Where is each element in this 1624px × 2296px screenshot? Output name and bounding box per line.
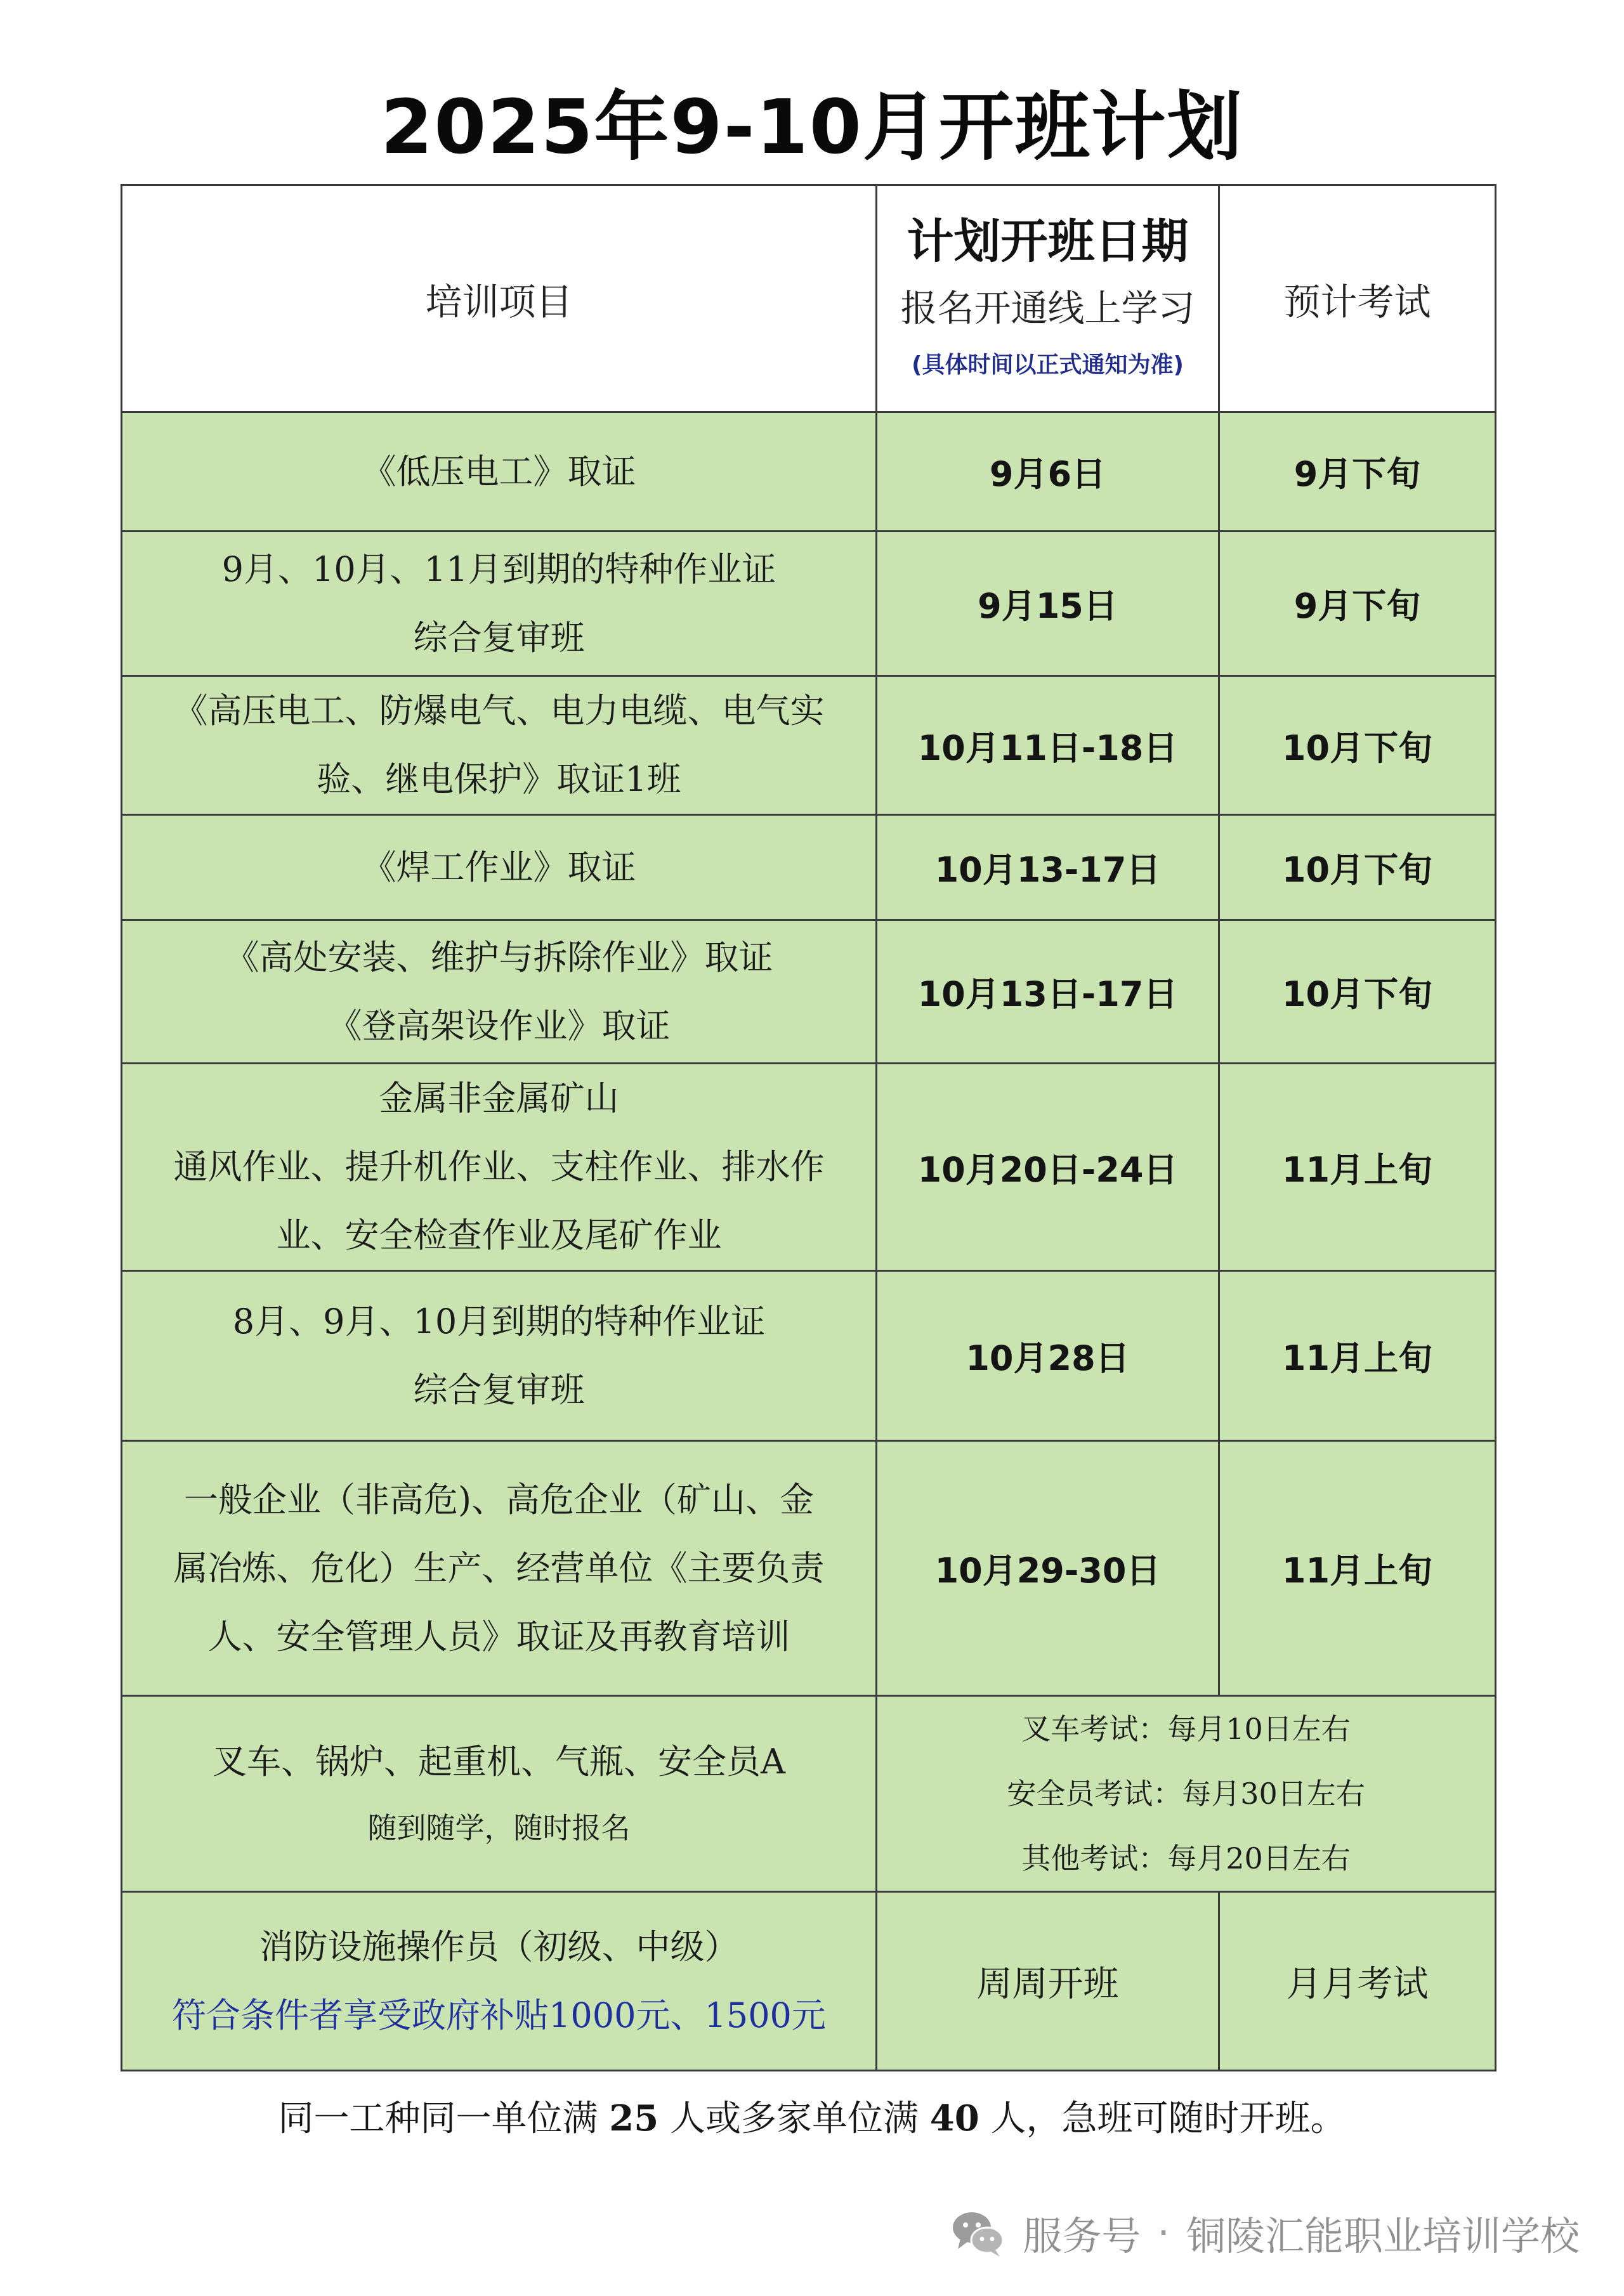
row-item-line: 综合复审班 [413, 617, 585, 658]
header-plan-sub: 报名开通线上学习 [900, 286, 1195, 330]
row-date: 9月15日 [877, 532, 1219, 676]
row-date: 10月13日-17日 [877, 920, 1219, 1064]
brand-name: 铜陵汇能职业培训学校 [1186, 2212, 1580, 2259]
row-date: 10月29-30日 [877, 1441, 1219, 1696]
row-exam: 11月上旬 [1219, 1271, 1496, 1441]
fire-item-line: 消防设施操作员（初级、中级） [259, 1926, 739, 1967]
row-item-line: 业、安全检查作业及尾矿作业 [276, 1215, 722, 1255]
row-item-line: 9月、10月、11月到期的特种作业证 [221, 549, 776, 589]
row-date: 10月28日 [877, 1271, 1219, 1441]
row-item-line: 《低压电工》取证 [362, 451, 636, 492]
row-item [122, 1064, 877, 1271]
fire-date: 周周开班 [877, 1892, 1219, 2071]
row-item-line: 《高处安装、维护与拆除作业》取证 [225, 937, 773, 977]
footer-number: 40 [929, 2097, 979, 2139]
row-item-line: 综合复审班 [413, 1369, 585, 1410]
brand-separator: · [1157, 2209, 1170, 2256]
row-item-line: 8月、9月、10月到期的特种作业证 [232, 1301, 766, 1341]
table-row [122, 676, 1496, 815]
row-item-line: 《高压电工、防爆电气、电力电缆、电气实 [173, 691, 825, 731]
row-item [122, 920, 877, 1064]
row-exam: 11月上旬 [1219, 1064, 1496, 1271]
table-row [122, 815, 1496, 920]
row-date: 10月11日-18日 [877, 676, 1219, 815]
table-row [122, 1271, 1496, 1441]
walkin-exams [877, 1696, 1496, 1892]
row-date: 10月20日-24日 [877, 1064, 1219, 1271]
table-row [122, 1064, 1496, 1271]
header-exam-cell [1219, 185, 1496, 412]
row-exam: 9月下旬 [1219, 412, 1496, 532]
brand-watermark [949, 2204, 1580, 2261]
wechat-icon [949, 2207, 1006, 2258]
row-item-line: 《登高架设作业》取证 [327, 1005, 671, 1046]
row-item-line: 属冶炼、危化）生产、经营单位《主要负责 [173, 1548, 825, 1588]
fire-subsidy: 符合条件者享受政府补贴1000元、1500元 [172, 1995, 826, 2035]
header-exam: 预计考试 [1283, 280, 1431, 323]
header-item-cell [122, 185, 877, 412]
row-exam: 11月上旬 [1219, 1441, 1496, 1696]
fire-row [122, 1892, 1496, 2071]
row-item-line: 验、继电保护》取证1班 [317, 759, 681, 799]
walkin-item [122, 1696, 877, 1892]
table-row [122, 532, 1496, 676]
header-plan-note: (具体时间以正式通知为准) [912, 351, 1184, 378]
table-row [122, 1441, 1496, 1696]
fire-item [122, 1892, 877, 2071]
row-date: 10月13-17日 [877, 815, 1219, 920]
brand-prefix: 服务号 [1023, 2212, 1141, 2259]
page-title: 2025年9-10月开班计划 [381, 83, 1243, 171]
row-item [122, 412, 877, 532]
walkin-row [122, 1696, 1496, 1892]
header-plan-cell [877, 185, 1219, 412]
row-exam: 9月下旬 [1219, 532, 1496, 676]
row-date: 9月6日 [877, 412, 1219, 532]
footer-note [0, 2093, 1624, 2144]
header-item: 培训项目 [425, 280, 573, 323]
footer-number: 25 [609, 2097, 659, 2139]
row-item-line: 一般企业（非高危)、高危企业（矿山、金 [183, 1479, 815, 1520]
header-plan-title: 计划开班日期 [907, 214, 1189, 269]
fire-exam: 月月考试 [1219, 1892, 1496, 2071]
row-exam: 10月下旬 [1219, 815, 1496, 920]
row-item [122, 1441, 877, 1696]
footer-part: 同一工种同一单位满 [278, 2098, 610, 2139]
table-row [122, 920, 1496, 1064]
row-item-line: 《焊工作业》取证 [362, 847, 636, 887]
table-header-row [122, 185, 1496, 412]
table-row [122, 412, 1496, 532]
row-item-line: 人、安全管理人员》取证及再教育培训 [207, 1616, 790, 1657]
row-item [122, 676, 877, 815]
row-exam: 10月下旬 [1219, 920, 1496, 1064]
row-item [122, 1271, 877, 1441]
walkin-exam-line: 其他考试：每月20日左右 [1021, 1841, 1351, 1875]
row-item-line: 金属非金属矿山 [379, 1078, 619, 1118]
row-exam: 10月下旬 [1219, 676, 1496, 815]
row-item [122, 815, 877, 920]
row-item [122, 532, 877, 676]
walkin-exam-line: 叉车考试：每月10日左右 [1021, 1712, 1351, 1746]
walkin-item-line: 叉车、锅炉、起重机、气瓶、安全员A [213, 1742, 785, 1782]
footer-part: 人，急班可随时开班。 [979, 2098, 1346, 2139]
row-item-line: 通风作业、提升机作业、支柱作业、排水作 [173, 1147, 825, 1187]
footer-part: 人或多家单位满 [658, 2098, 930, 2139]
walkin-exam-line: 安全员考试：每月30日左右 [1007, 1777, 1365, 1811]
schedule-table [121, 184, 1496, 2071]
walkin-item-sub: 随到随学，随时报名 [367, 1811, 631, 1845]
